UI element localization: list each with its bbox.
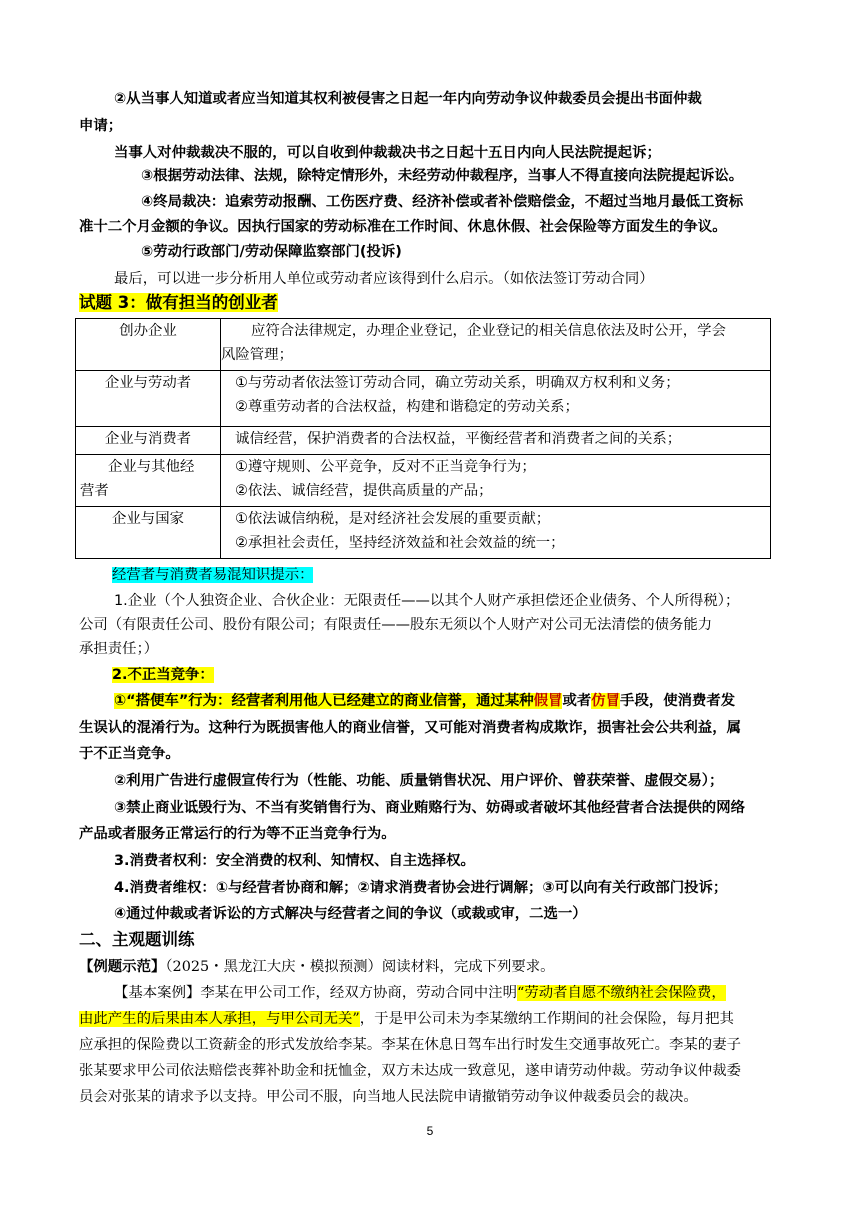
row-content: ①遵守规则、公平竞争，反对不正当竞争行为； ②依法、诚信经营，提供高质量的产品；	[221, 455, 771, 507]
item5-text: ⑤劳动行政部门/劳动保障监察部门(投诉)	[141, 244, 402, 260]
appeal-text: 当事人对仲裁裁决不服的，可以自收到仲裁裁决书之日起十五日内向人民法院提起诉；	[114, 145, 661, 161]
tips-p2a-line3: 于不正当竞争。	[79, 746, 180, 762]
tips-p2-heading: 2.不正当竞争：	[112, 667, 214, 683]
tips-p2c-line1: ③禁止商业诋毁行为、不当有奖销售行为、商业贿赂行为、妨碍或者破坏其他经营者合法提供的网络	[114, 800, 745, 816]
case-line4: 张某要求甲公司依法赔偿丧葬补助金和抚恤金，双方未达成一致意见，遂申请劳动仲裁。劳动争议仲裁委	[79, 1063, 741, 1079]
example-intro: 【例题示范】（2025・黑龙江大庆・模拟预测）阅读材料，完成下列要求。	[79, 958, 555, 975]
table-row	[76, 427, 771, 455]
row-label: 企业与消费者	[76, 427, 221, 455]
tips-p2b: ②利用广告进行虚假宣传行为（性能、功能、质量销售状况、用户评价、曾获荣誉、虚假交易）；	[114, 773, 724, 789]
tips-p3: 3.消费者权利：安全消费的权利、知情权、自主选择权。	[114, 853, 475, 869]
page-number: 5	[426, 1124, 434, 1138]
table-row	[76, 371, 771, 427]
tips-p2a-line2: 生误认的混淆行为。这种行为既损害他人的商业信誉，又可能对消费者构成欺诈，损害社会公共利益，属	[79, 720, 741, 736]
row-content: ①依法诚信纳税，是对经济社会发展的重要贡献； ②承担社会责任，坚持经济效益和社会效益的统一；	[221, 507, 771, 559]
case-line5: 员会对张某的请求予以支持。甲公司不服，向当地人民法院申请撤销劳动争议仲裁委员会的裁决。	[79, 1089, 698, 1105]
section2-title: 二、主观题训练	[79, 930, 195, 949]
case-line2: 由此产生的后果由本人承担，与甲公司无关”，于是甲公司未为李某缴纳工作期间的社会保险，每月把其	[79, 1011, 734, 1027]
row-label: 企业与其他经 营者	[76, 455, 221, 507]
table-row	[76, 455, 771, 507]
row-label: 企业与国家	[76, 507, 221, 559]
tips-p1-line2: 公司（有限责任公司、股份有限公司；有限责任——股东无须以个人财产对公司无法清偿的债务能力	[79, 617, 713, 633]
tips-p1-line3: 承担责任；）	[79, 641, 159, 657]
item3-text: ③根据劳动法律、法规，除特定情形外，未经劳动仲裁程序，当事人不得直接向法院提起诉讼。	[141, 168, 744, 184]
responsibility-table	[75, 318, 771, 559]
table-row	[76, 319, 771, 371]
tips-p4-line2: ④通过仲裁或者诉讼的方式解决与经营者之间的争议（或裁或审，二选一）	[114, 906, 587, 922]
tips-p2a-line1: ①“搭便车”行为：经营者利用他人已经建立的商业信誉，通过某种假冒或者仿冒手段，使消费者发	[114, 693, 736, 709]
row-content: 诚信经营，保护消费者的合法权益，平衡经营者和消费者之间的关系；	[221, 427, 771, 455]
exam3-title: 试题 3：做有担当的创业者	[79, 293, 278, 312]
table-row	[76, 507, 771, 559]
conclusion-text: 最后，可以进一步分析用人单位或劳动者应该得到什么启示。（如依法签订劳动合同）	[114, 271, 654, 287]
item4-line2: 准十二个月金额的争议。因执行国家的劳动标准在工作时间、休息休假、社会保险等方面发生的争议。	[79, 219, 727, 235]
item2-line2: 申请；	[79, 118, 123, 134]
row-label: 企业与劳动者	[76, 371, 221, 427]
row-content: ①与劳动者依法签订劳动合同，确立劳动关系，明确双方权利和义务； ②尊重劳动者的合法权益，构建和谐稳定的劳动关系；	[221, 371, 771, 427]
row-content: 应符合法律规定，办理企业登记，企业登记的相关信息依法及时公开，学会 风险管理；	[221, 319, 771, 371]
case-line1: 【基本案例】李某在甲公司工作，经双方协商，劳动合同中注明“劳动者自愿不缴纳社会保险费，	[114, 985, 726, 1001]
tips-p2c-line2: 产品或者服务正常运行的行为等不正当竞争行为。	[79, 826, 396, 842]
tips-p4-line1: 4.消费者维权：①与经营者协商和解；②请求消费者协会进行调解；③可以向有关行政部门投诉；	[114, 880, 728, 896]
item4-line1: ④终局裁决：追索劳动报酬、工伤医疗费、经济补偿或者补偿赔偿金，不超过当地月最低工资标	[141, 194, 744, 210]
item2-line1: ②从当事人知道或者应当知道其权利被侵害之日起一年内向劳动争议仲裁委员会提出书面仲裁	[114, 91, 702, 107]
case-line3: 应承担的保险费以工资薪金的形式发放给李某。李某在休息日驾车出行时发生交通事故死亡。李某的妻子	[79, 1037, 741, 1053]
tips-p1-line1: 1.企业（个人独资企业、合伙企业：无限责任——以其个人财产承担偿还企业债务、个人所得税）；	[114, 593, 740, 609]
row-label: 创办企业	[76, 319, 221, 371]
tips-heading: 经营者与消费者易混知识提示：	[112, 567, 314, 583]
